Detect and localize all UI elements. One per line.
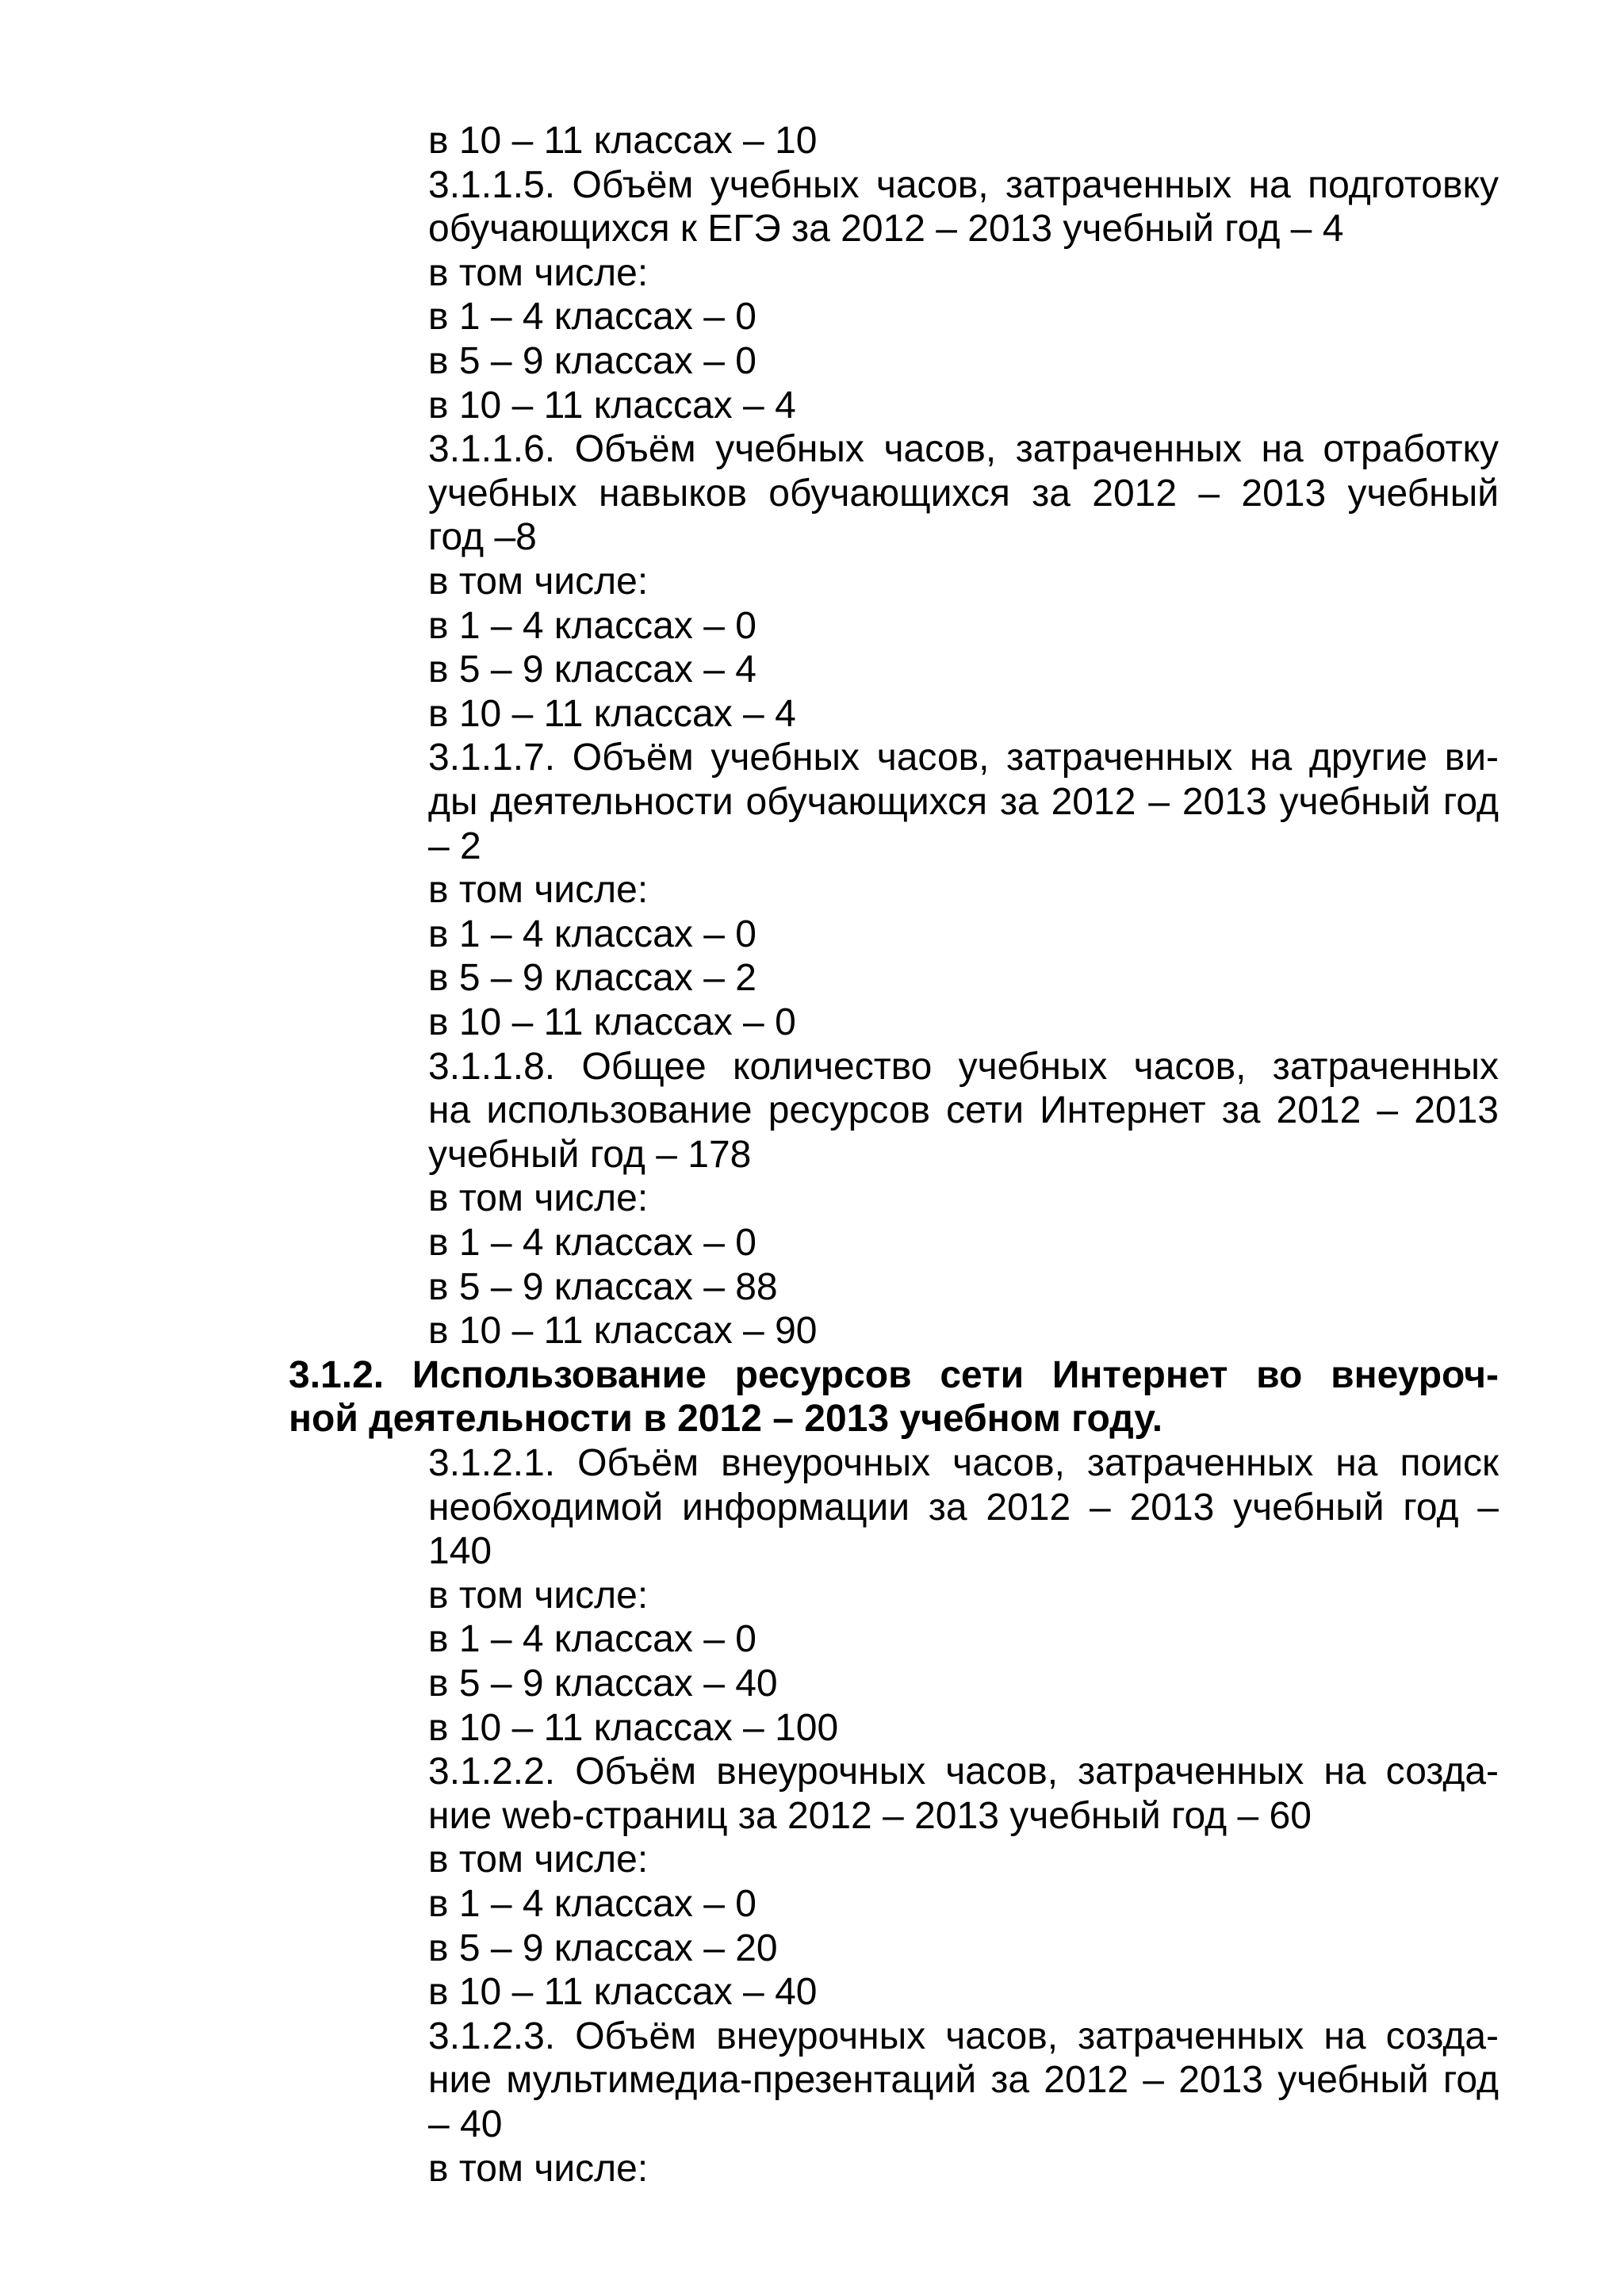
text-line: в 10 – 11 классах – 4 xyxy=(428,385,796,427)
text-line: 3.1.1.8. Общее количество учебных часов, затраченных xyxy=(428,1046,1499,1088)
text-line: на использование ресурсов сети Интернет за 2012 – 2013 xyxy=(428,1089,1499,1131)
text-line: в 10 – 11 классах – 40 xyxy=(428,1971,818,2013)
text-line: в 5 – 9 классах – 4 xyxy=(428,649,756,691)
text-line: в 10 – 11 классах – 4 xyxy=(428,693,796,735)
text-line: 3.1.1.5. Объём учебных часов, затраченных на подготовку xyxy=(428,164,1499,206)
text-line: 3.1.2.3. Объём внеурочных часов, затраченных на созда- xyxy=(428,2015,1499,2057)
text-line: 3.1.2.2. Объём внеурочных часов, затраченных на созда- xyxy=(428,1751,1499,1793)
text-line: – 2 xyxy=(428,825,481,867)
text-line: ние мультимедиа-презентаций за 2012 – 2013 учебный год xyxy=(428,2059,1499,2101)
text-line: 3.1.2.1. Объём внеурочных часов, затраченных на поиск xyxy=(428,1442,1499,1484)
text-line: год –8 xyxy=(428,516,537,558)
text-line: 3.1.1.7. Объём учебных часов, затраченных на другие ви- xyxy=(428,737,1499,779)
text-line: учебный год – 178 xyxy=(428,1134,752,1176)
section-heading-line: ной деятельности в 2012 – 2013 учебном году. xyxy=(289,1398,1163,1440)
text-line: в 1 – 4 классах – 0 xyxy=(428,913,756,955)
text-line: ние web-страниц за 2012 – 2013 учебный год – 60 xyxy=(428,1795,1312,1837)
text-line: в 5 – 9 классах – 88 xyxy=(428,1266,778,1308)
text-line: в 1 – 4 классах – 0 xyxy=(428,1883,756,1925)
text-line: в том числе: xyxy=(428,1575,649,1617)
text-line: необходимой информации за 2012 – 2013 учебный год – xyxy=(428,1487,1499,1529)
section-heading-line: 3.1.2. Использование ресурсов сети Интернет во внеуроч- xyxy=(289,1354,1499,1396)
text-line: в том числе: xyxy=(428,1177,649,1219)
text-line: учебных навыков обучающихся за 2012 – 2013 учебный xyxy=(428,473,1499,515)
text-line: в 5 – 9 классах – 0 xyxy=(428,340,756,382)
text-line: в том числе: xyxy=(428,252,649,294)
text-line: ды деятельности обучающихся за 2012 – 2013 учебный год xyxy=(428,781,1499,823)
text-line: 140 xyxy=(428,1530,492,1572)
text-line: в 1 – 4 классах – 0 xyxy=(428,296,756,338)
text-line: в 10 – 11 классах – 0 xyxy=(428,1001,796,1043)
text-line: в 1 – 4 классах – 0 xyxy=(428,1618,756,1660)
text-line: – 40 xyxy=(428,2103,503,2145)
text-line: в 5 – 9 классах – 20 xyxy=(428,1927,778,1969)
text-line: в том числе: xyxy=(428,2148,649,2190)
text-line: в том числе: xyxy=(428,561,649,603)
text-line: в том числе: xyxy=(428,1839,649,1881)
text-line: в 10 – 11 классах – 100 xyxy=(428,1707,839,1749)
text-line: в 1 – 4 классах – 0 xyxy=(428,1222,756,1264)
text-line: в 1 – 4 классах – 0 xyxy=(428,605,756,647)
text-line: в 10 – 11 классах – 10 xyxy=(428,120,818,162)
text-line: в том числе: xyxy=(428,869,649,911)
text-line: в 10 – 11 классах – 90 xyxy=(428,1310,818,1352)
text-line: 3.1.1.6. Объём учебных часов, затраченных на отработку xyxy=(428,428,1499,470)
text-line: в 5 – 9 классах – 2 xyxy=(428,957,756,999)
text-line: обучающихся к ЕГЭ за 2012 – 2013 учебный год – 4 xyxy=(428,208,1344,250)
text-line: в 5 – 9 классах – 40 xyxy=(428,1663,778,1705)
